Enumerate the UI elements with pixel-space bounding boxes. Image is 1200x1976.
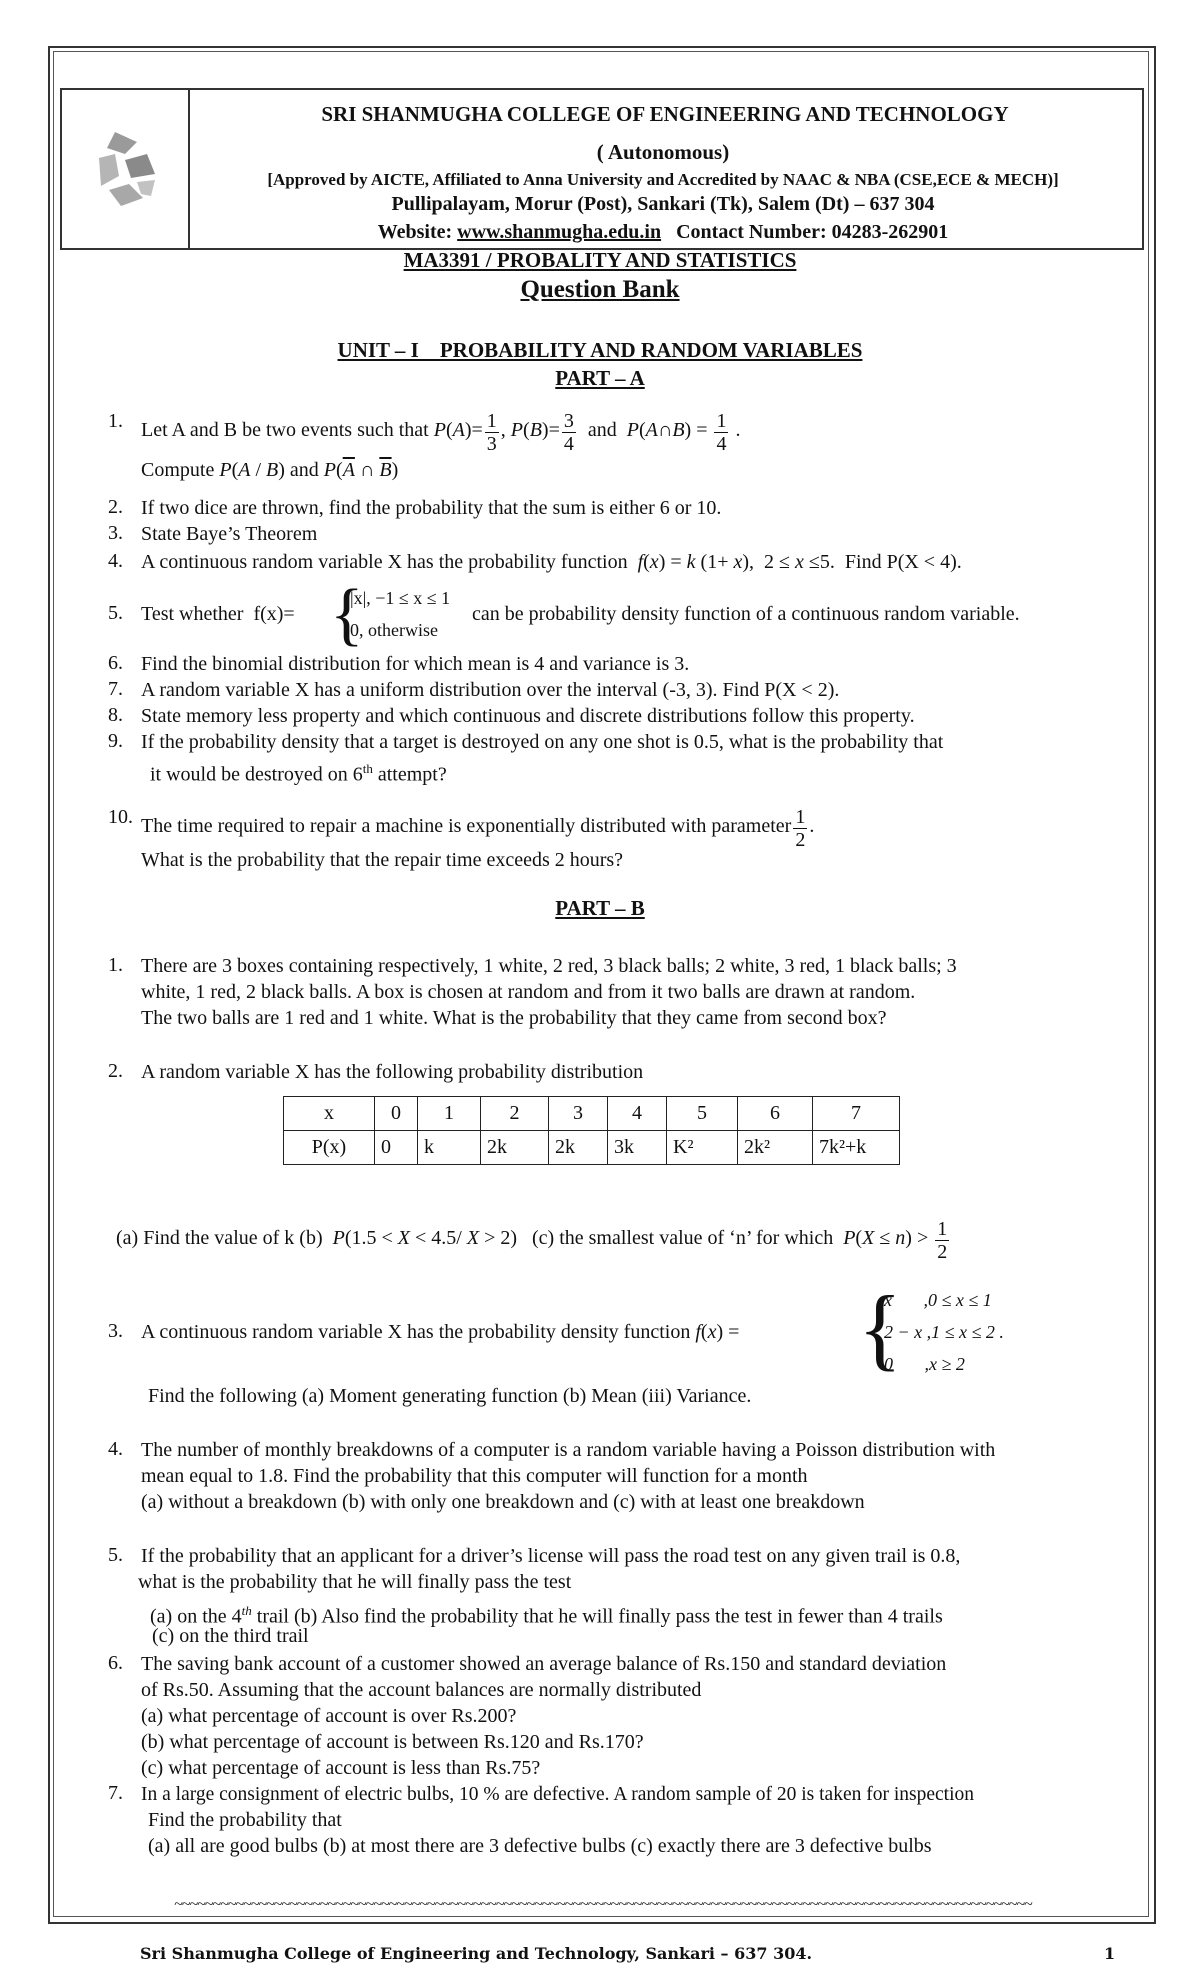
part-b-q5-line3: (a) on the 4th trail (b) Also find the probability that he will finally pass the test in fewer than 4 trails xyxy=(150,1603,943,1628)
table-row xyxy=(284,1097,900,1131)
part-b-q1-line2: white, 1 red, 2 black balls. A box is chosen at random and from it two balls are drawn at random. xyxy=(141,981,916,1003)
part-b-q3-case2: 2 − x ,1 ≤ x ≤ 2 . xyxy=(884,1322,1004,1342)
part-a-q1: Let A and B be two events such that P(A)= $\frac{1}{3}$ , P(B)= $\frac{3}{4}$ and P(A∩B) = $\frac{1}{4}$ . xyxy=(141,410,741,455)
unit-title: UNIT – I PROBABILITY AND RANDOM VARIABLES xyxy=(337,338,863,362)
part-b-q1-line3: The two balls are 1 red and 1 white. What is the probability that they came from second box? xyxy=(141,1007,887,1029)
part-b-q3-brace: { xyxy=(858,1277,903,1379)
contact-line xyxy=(186,221,1140,244)
part-b-q1: There are 3 boxes containing respectively, 1 white, 2 red, 3 black balls; 2 white, 3 red, 1 black balls; 3 xyxy=(141,955,957,977)
part-b-q4-line2: mean equal to 1.8. Find the probability that this computer will function for a month xyxy=(141,1465,808,1487)
part-a-q9: If the probability density that a target is destroyed on any one shot is 0.5, what is the probability that xyxy=(141,731,944,753)
table-cell: 2k xyxy=(549,1131,608,1165)
table-cell: 7k²+k xyxy=(813,1131,900,1165)
table-cell: 4 xyxy=(608,1097,667,1131)
part-b-q7-line2: Find the probability that xyxy=(148,1809,342,1831)
part-b-q6-line5: (c) what percentage of account is less than Rs.75? xyxy=(141,1757,541,1779)
contact-number: Contact Number: 04283-262901 xyxy=(676,221,949,243)
part-a-q5-case1: |x|, −1 ≤ x ≤ 1 xyxy=(350,588,451,608)
part-a-heading: PART – A xyxy=(555,366,645,390)
part-b-q4: The number of monthly breakdowns of a computer is a random variable having a Poisson distribution with xyxy=(141,1439,996,1461)
part-a-q5: Test whether f(x)= xyxy=(141,603,295,625)
logo-icon xyxy=(85,124,165,214)
part-a-q10-cont: What is the probability that the repair time exceeds 2 hours? xyxy=(141,849,624,871)
footer-rule: ~~~~~~~~~~~~~~~~~~~~~~~~~~~~~~~~~~~~~~~~~~~~~~~~~~~~~~~~~~~~~~~~~~~~~~~~~~~~~~~~~~~~~~~~~~~~~~~~~~~~~~~~~~~~~~~~ xyxy=(174,1896,1032,1913)
part-a-q3: State Baye’s Theorem xyxy=(141,523,318,545)
part-b-q5-line2: what is the probability that he will finally pass the test xyxy=(138,1571,572,1593)
table-row xyxy=(284,1131,900,1165)
part-b-q5-line4: (c) on the third trail xyxy=(152,1625,309,1647)
address-line: Pullipalayam, Morur (Post), Sankari (Tk), Salem (Dt) – 637 304 xyxy=(391,193,935,215)
page-number: 1 xyxy=(1104,1944,1116,1963)
table-cell: 2k xyxy=(481,1131,549,1165)
table-cell: 6 xyxy=(738,1097,813,1131)
website-label: Website: xyxy=(377,221,458,243)
part-b-q2-parts: (a) Find the value of k (b) P(1.5 < X < 4.5/ X > 2) (c) the smallest value of ‘n’ for which P(X ≤ n) > $\frac{1}{2}$ xyxy=(116,1218,948,1263)
table-cell: 2k² xyxy=(738,1131,813,1165)
table-cell: 0 xyxy=(375,1097,418,1131)
course-title: MA3391 / PROBALITY AND STATISTICS xyxy=(403,248,797,272)
document-title: Question Bank xyxy=(520,276,680,303)
part-b-q6-line3: (a) what percentage of account is over Rs.200? xyxy=(141,1705,517,1727)
part-a-q4: A continuous random variable X has the probability function f(x) = k (1+ x), 2 ≤ x ≤5. Find P(X < 4). xyxy=(141,551,962,573)
part-a-q2: If two dice are thrown, find the probability that the sum is either 6 or 10. xyxy=(141,497,722,519)
autonomous-status: ( Autonomous) xyxy=(596,140,730,164)
table-cell: 7 xyxy=(813,1097,900,1131)
table-cell: 3 xyxy=(549,1097,608,1131)
part-a-q5-case2: 0, otherwise xyxy=(350,620,438,640)
table-cell: 5 xyxy=(667,1097,738,1131)
part-a-q1-number: 1. xyxy=(108,410,123,432)
table-cell: 2 xyxy=(481,1097,549,1131)
college-name: SRI SHANMUGHA COLLEGE OF ENGINEERING AND TECHNOLOGY xyxy=(321,102,1009,126)
part-b-q3: A continuous random variable X has the probability density function f(x) = xyxy=(141,1321,740,1343)
table-cell: 3k xyxy=(608,1131,667,1165)
part-b-q2: A random variable X has the following probability distribution xyxy=(141,1061,644,1083)
table-cell: k xyxy=(418,1131,481,1165)
part-b-q3-case3: 0 ,x ≥ 2 xyxy=(884,1354,965,1374)
part-a-q1-compute: Compute P(A / B) and $P(\overline{A}$ ∩ $\overline{B}$) xyxy=(141,459,399,481)
part-b-q7: In a large consignment of electric bulbs, 10 % are defective. A random sample of 20 is taken for inspection xyxy=(141,1784,975,1805)
part-b-q4-line3: (a) without a breakdown (b) with only one breakdown and (c) with at least one breakdown xyxy=(141,1491,865,1513)
website-link[interactable]: www.shanmugha.edu.in xyxy=(457,221,662,243)
part-b-q6-line2: of Rs.50. Assuming that the account balances are normally distributed xyxy=(141,1679,702,1701)
footer-text: Sri Shanmugha College of Engineering and Technology, Sankari – 637 304. xyxy=(140,1944,813,1963)
part-b-q6-line4: (b) what percentage of account is between Rs.120 and Rs.170? xyxy=(141,1731,644,1753)
part-b-q7-line3: (a) all are good bulbs (b) at most there are 3 defective bulbs (c) exactly there are 3 defective bulbs xyxy=(148,1835,932,1857)
table-cell: K² xyxy=(667,1131,738,1165)
approval-line: [Approved by AICTE, Affiliated to Anna University and Accredited by NAAC & NBA (CSE,ECE & MECH)] xyxy=(267,170,1059,189)
table-cell: P(x) xyxy=(284,1131,375,1165)
part-a-q10: The time required to repair a machine is exponentially distributed with parameter $\frac{1}{2}$ . xyxy=(141,806,815,851)
part-a-q6: Find the binomial distribution for which mean is 4 and variance is 3. xyxy=(141,653,690,675)
part-a-q7: A random variable X has a uniform distribution over the interval (-3, 3). Find P(X < 2). xyxy=(141,679,840,701)
part-a-q5-brace: { xyxy=(330,576,364,653)
part-a-q8: State memory less property and which continuous and discrete distributions follow this property. xyxy=(141,705,915,727)
part-b-q6: The saving bank account of a customer showed an average balance of Rs.150 and standard deviation xyxy=(141,1653,947,1675)
part-b-heading: PART – B xyxy=(555,896,645,920)
part-b-q5: If the probability that an applicant for a driver’s license will pass the road test on any given trail is 0.8, xyxy=(141,1545,961,1567)
part-b-q3-line2: Find the following (a) Moment generating function (b) Mean (iii) Variance. xyxy=(148,1385,752,1407)
part-b-q3-case1: x ,0 ≤ x ≤ 1 xyxy=(884,1290,992,1310)
table-cell: 1 xyxy=(418,1097,481,1131)
part-a-q5-rest: can be probability density function of a continuous random variable. xyxy=(472,603,1020,625)
table-cell: x xyxy=(284,1097,375,1131)
table-cell: 0 xyxy=(375,1131,418,1165)
college-logo xyxy=(62,90,190,248)
part-a-q9-cont: it would be destroyed on 6th attempt? xyxy=(150,761,447,786)
probability-table xyxy=(283,1096,900,1165)
